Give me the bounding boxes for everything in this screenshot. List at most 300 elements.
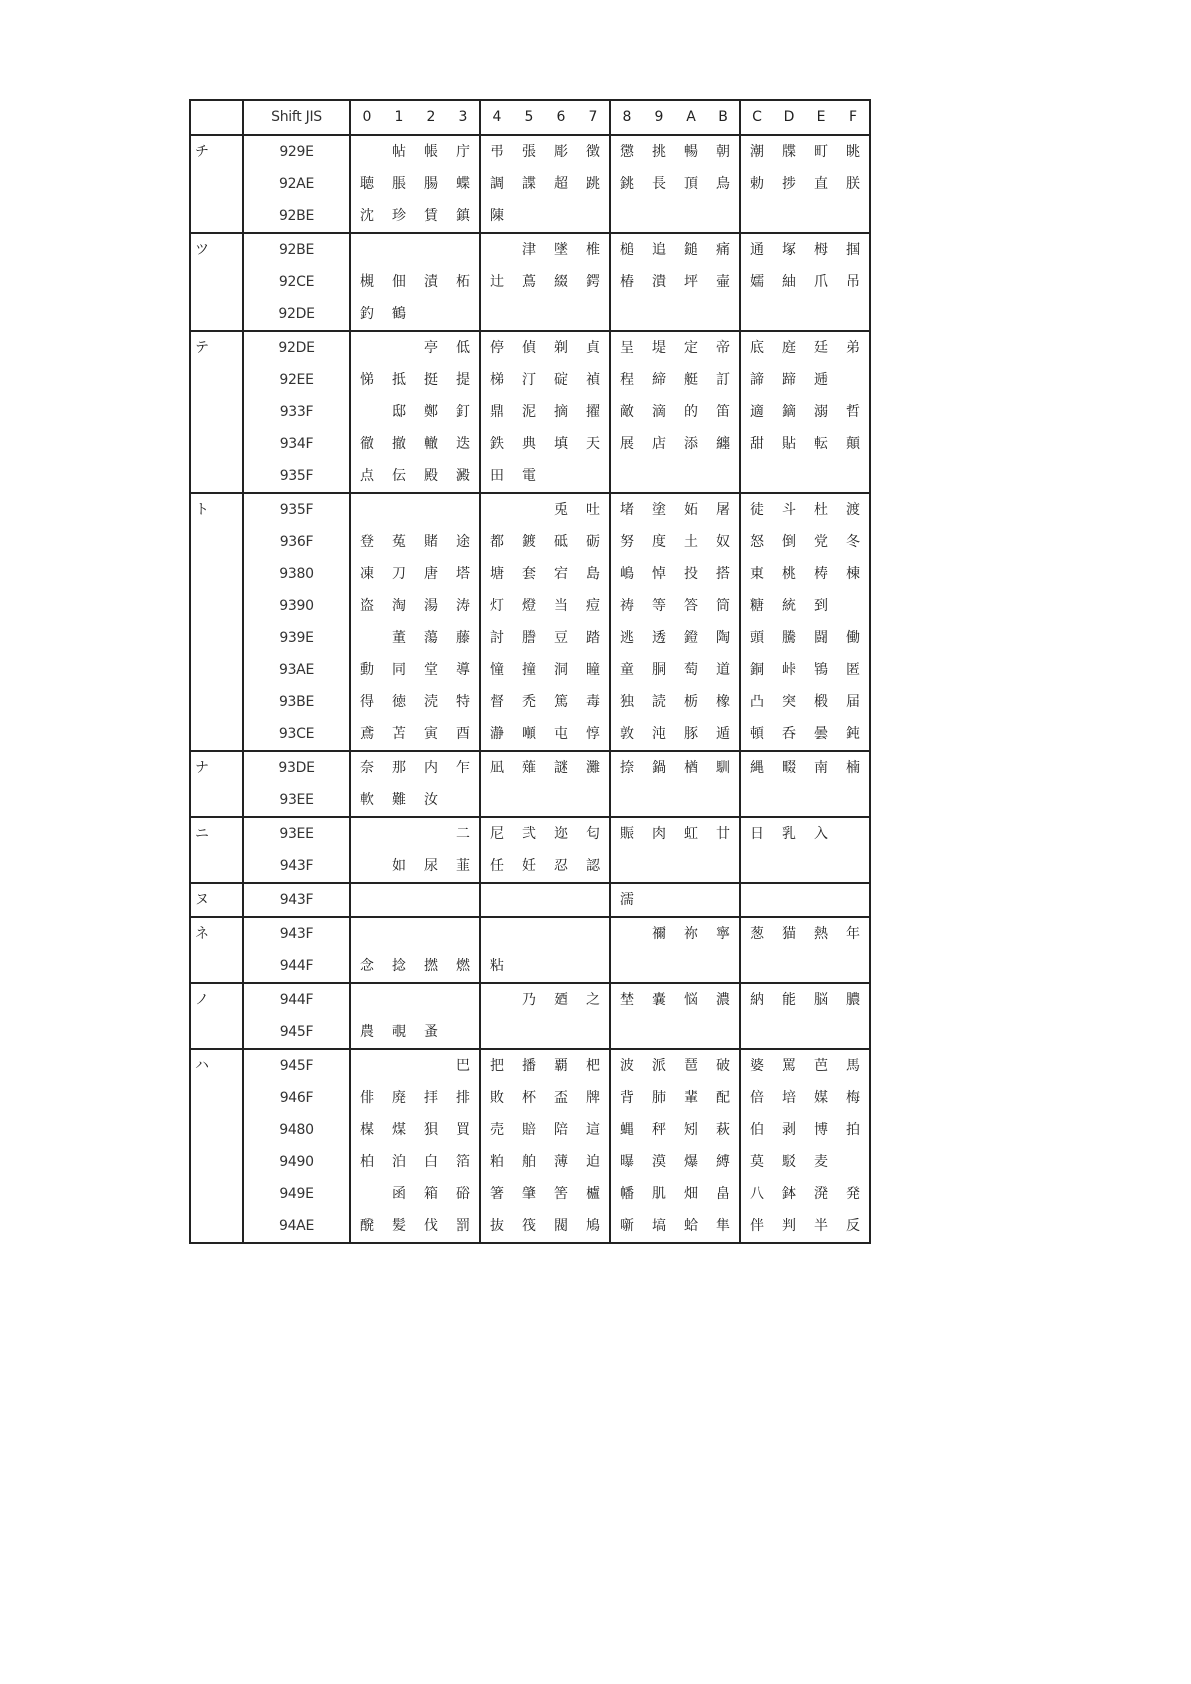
char-cell (545, 883, 577, 917)
column-header: 5 (513, 100, 545, 135)
char-cell: 筏 (522, 1218, 536, 1234)
char-cell (447, 784, 480, 817)
char-cell: 纏 (707, 428, 740, 460)
char-cell: 買 (447, 1114, 480, 1146)
char-cell (773, 883, 805, 917)
char-cell: 薙 (513, 751, 545, 784)
char-cell: 麦 (814, 1154, 828, 1170)
char-cell: 廷 (805, 331, 837, 364)
char-cell: 擢 (577, 396, 610, 428)
kana-group-label: テ (190, 331, 243, 493)
char-cell: 笛 (707, 396, 740, 428)
char-cell: 鍔 (577, 266, 610, 298)
char-cell (577, 460, 610, 493)
char-cell (805, 883, 837, 917)
char-cell: 酉 (447, 718, 480, 751)
kana-group-label: ネ (190, 917, 243, 983)
char-cell: 椿 (620, 274, 634, 290)
char-cell: 蕩 (424, 630, 438, 646)
char-cell: 突 (782, 694, 796, 710)
char-cell: 提 (447, 364, 480, 396)
sjis-code-cell: 949E (243, 1178, 350, 1210)
char-cell: 勅 (750, 176, 764, 192)
sjis-code-cell: 92EE (243, 364, 350, 396)
char-cell: 冬 (846, 534, 860, 550)
char-cell: 煤 (392, 1122, 406, 1138)
char-cell (447, 883, 480, 917)
char-cell: 電 (522, 468, 536, 484)
char-cell: 八 (750, 1186, 764, 1202)
char-cell: 鍋 (643, 751, 675, 784)
char-cell: 弟 (837, 331, 870, 364)
char-cell (837, 784, 870, 817)
char-cell (350, 850, 383, 883)
char-cell: 発 (846, 1186, 860, 1202)
char-cell: 農 (360, 1024, 374, 1040)
char-cell (383, 883, 415, 917)
column-header: 6 (545, 100, 577, 135)
char-cell: 禎 (577, 364, 610, 396)
char-cell (707, 883, 740, 917)
table-row (190, 168, 870, 200)
char-cell (415, 817, 447, 850)
table-row (190, 364, 870, 396)
char-cell: 棟 (846, 566, 860, 582)
char-cell: 猫 (773, 917, 805, 950)
char-cell (707, 298, 740, 331)
kana-group-label: ヌ (190, 883, 243, 917)
char-cell: 眺 (837, 135, 870, 168)
char-cell: 諦 (750, 372, 764, 388)
char-cell: 填 (554, 436, 568, 452)
char-cell: 訂 (707, 364, 740, 396)
header-kana-cell (190, 100, 243, 135)
char-cell: 伯 (750, 1122, 764, 1138)
table-header (190, 100, 870, 135)
char-cell (740, 784, 773, 817)
char-cell: 屠 (707, 493, 740, 526)
char-cell: 剃 (545, 331, 577, 364)
char-cell: 鼎 (490, 404, 504, 420)
char-cell (545, 460, 577, 493)
char-cell: 乍 (447, 751, 480, 784)
char-cell (675, 200, 707, 233)
char-cell: 帳 (415, 135, 447, 168)
table-row (190, 266, 870, 298)
char-cell (447, 298, 480, 331)
char-cell (675, 460, 707, 493)
char-cell: 敦 (620, 726, 634, 742)
char-cell (610, 784, 643, 817)
char-cell: 匂 (577, 817, 610, 850)
char-cell: 当 (554, 598, 568, 614)
char-cell: 徴 (577, 135, 610, 168)
char-cell (383, 493, 415, 526)
char-cell: 尿 (424, 858, 438, 874)
char-cell: 超 (554, 176, 568, 192)
char-cell: 蚤 (424, 1024, 438, 1040)
char-cell: 念 (360, 958, 374, 974)
char-cell: 賭 (424, 534, 438, 550)
char-cell: 抜 (490, 1218, 504, 1234)
char-cell: 粘 (490, 958, 504, 974)
char-cell: 矧 (684, 1122, 698, 1138)
char-cell: 討 (490, 630, 504, 646)
table-row (190, 1049, 870, 1082)
char-cell: 溺 (814, 404, 828, 420)
table-row (190, 200, 870, 233)
char-cell (707, 784, 740, 817)
char-cell: 亭 (415, 331, 447, 364)
sjis-code-cell: 93AE (243, 654, 350, 686)
char-cell: 爪 (814, 274, 828, 290)
char-cell (610, 917, 643, 950)
char-cell: 坪 (684, 274, 698, 290)
sjis-code-cell: 944F (243, 983, 350, 1016)
char-cell: 濡 (610, 883, 643, 917)
char-cell (740, 950, 773, 983)
char-cell: 奴 (707, 526, 740, 558)
kana-group-label: ト (190, 493, 243, 751)
char-cell: 添 (684, 436, 698, 452)
char-cell: 倍 (750, 1090, 764, 1106)
char-cell: 鏑 (782, 404, 796, 420)
char-cell: 埜 (610, 983, 643, 1016)
column-header: 1 (383, 100, 415, 135)
sjis-code-cell: 9490 (243, 1146, 350, 1178)
char-cell: 韮 (447, 850, 480, 883)
char-cell (415, 917, 447, 950)
table-row (190, 331, 870, 364)
sjis-code-cell: 939E (243, 622, 350, 654)
char-cell: 肇 (522, 1186, 536, 1202)
column-header: F (837, 100, 870, 135)
table-row (190, 428, 870, 460)
char-cell: 澱 (447, 460, 480, 493)
char-cell: 嬬 (750, 274, 764, 290)
char-cell: 内 (415, 751, 447, 784)
char-cell: 等 (652, 598, 666, 614)
char-cell (740, 200, 773, 233)
char-cell: 田 (490, 468, 504, 484)
char-cell: 悩 (675, 983, 707, 1016)
char-cell (350, 135, 383, 168)
char-cell: 兎 (545, 493, 577, 526)
char-cell: 同 (392, 662, 406, 678)
char-cell (643, 460, 675, 493)
table-row (190, 1146, 870, 1178)
char-cell: 賃 (424, 208, 438, 224)
char-cell (773, 1016, 805, 1049)
char-cell: 箸 (490, 1186, 504, 1202)
char-cell (415, 883, 447, 917)
char-cell: 長 (652, 176, 666, 192)
char-cell: 祢 (675, 917, 707, 950)
char-cell: 転 (814, 436, 828, 452)
char-cell: 俳 (360, 1090, 374, 1106)
sjis-code-cell: 943F (243, 883, 350, 917)
char-cell (577, 883, 610, 917)
char-cell: 灘 (577, 751, 610, 784)
char-cell: 銅 (750, 662, 764, 678)
sjis-code-cell: 92AE (243, 168, 350, 200)
column-header: E (805, 100, 837, 135)
char-cell: 壷 (707, 266, 740, 298)
char-cell: 塔 (447, 558, 480, 590)
shift-jis-code-table (189, 99, 871, 1244)
sjis-code-cell: 9480 (243, 1114, 350, 1146)
char-cell: 杷 (577, 1049, 610, 1082)
char-cell (480, 493, 513, 526)
char-cell (837, 298, 870, 331)
char-cell: 天 (577, 428, 610, 460)
char-cell (805, 850, 837, 883)
char-cell (513, 950, 545, 983)
char-cell: 瀞 (490, 726, 504, 742)
char-cell (837, 1146, 870, 1178)
char-cell: 滴 (652, 404, 666, 420)
char-cell: 祷 (620, 598, 634, 614)
table-row (190, 558, 870, 590)
char-cell (350, 883, 383, 917)
char-cell (837, 850, 870, 883)
char-cell (610, 950, 643, 983)
char-cell: 搭 (707, 558, 740, 590)
char-cell: 登 (360, 534, 374, 550)
sjis-code-cell: 92BE (243, 200, 350, 233)
char-cell: 粕 (490, 1154, 504, 1170)
char-cell: 拍 (846, 1122, 860, 1138)
char-cell: 哲 (846, 404, 860, 420)
char-cell: 菟 (392, 534, 406, 550)
char-cell: 塙 (652, 1218, 666, 1234)
char-cell: 胴 (652, 662, 666, 678)
char-cell (480, 784, 513, 817)
char-cell: 逓 (814, 372, 828, 388)
table-row (190, 1210, 870, 1243)
char-cell (545, 1016, 577, 1049)
char-cell: 縛 (707, 1146, 740, 1178)
char-cell: 楠 (837, 751, 870, 784)
char-cell (805, 460, 837, 493)
char-cell: 忍 (554, 858, 568, 874)
char-cell: 追 (643, 233, 675, 266)
char-cell: 塚 (773, 233, 805, 266)
char-cell: 砺 (577, 526, 610, 558)
char-cell (740, 1016, 773, 1049)
char-cell: 蛤 (684, 1218, 698, 1234)
char-cell: 廿 (707, 817, 740, 850)
table-row (190, 654, 870, 686)
sjis-code-cell: 935F (243, 460, 350, 493)
char-cell: 津 (513, 233, 545, 266)
char-cell: 噸 (522, 726, 536, 742)
char-cell (740, 883, 773, 917)
char-cell (447, 493, 480, 526)
char-cell (513, 493, 545, 526)
char-cell: 半 (814, 1218, 828, 1234)
char-cell: 毒 (577, 686, 610, 718)
table-row (190, 526, 870, 558)
char-cell: 途 (447, 526, 480, 558)
char-cell (805, 200, 837, 233)
char-cell: 剥 (782, 1122, 796, 1138)
char-cell: 透 (652, 630, 666, 646)
char-cell: 陶 (707, 622, 740, 654)
sjis-code-cell: 92CE (243, 266, 350, 298)
char-cell (480, 233, 513, 266)
char-cell: 到 (814, 598, 828, 614)
char-cell: 撞 (522, 662, 536, 678)
char-cell (383, 983, 415, 1016)
char-cell (513, 298, 545, 331)
char-cell (643, 784, 675, 817)
char-cell (415, 983, 447, 1016)
char-cell: 摘 (554, 404, 568, 420)
char-cell (513, 200, 545, 233)
char-cell: 涛 (447, 590, 480, 622)
char-cell: 萩 (707, 1114, 740, 1146)
table-body (190, 135, 870, 1243)
char-cell: 泥 (522, 404, 536, 420)
char-cell: 狽 (424, 1122, 438, 1138)
sjis-code-cell: 92BE (243, 233, 350, 266)
char-cell: 展 (620, 436, 634, 452)
char-cell: 鄭 (424, 404, 438, 420)
char-cell (675, 298, 707, 331)
char-cell: 楳 (360, 1122, 374, 1138)
column-header: 2 (415, 100, 447, 135)
sjis-code-cell: 93DE (243, 751, 350, 784)
char-cell: 唐 (424, 566, 438, 582)
char-cell: 届 (846, 694, 860, 710)
char-cell: 踏 (577, 622, 610, 654)
char-cell: 任 (490, 858, 504, 874)
char-cell: 盗 (360, 598, 374, 614)
char-cell: 謄 (522, 630, 536, 646)
char-cell: 張 (513, 135, 545, 168)
char-cell: 縄 (740, 751, 773, 784)
char-cell: 爆 (684, 1154, 698, 1170)
char-cell: 燃 (447, 950, 480, 983)
char-cell: 梯 (490, 372, 504, 388)
header-row (190, 100, 870, 135)
char-cell: 箔 (447, 1146, 480, 1178)
char-cell: 謎 (545, 751, 577, 784)
char-cell: 妬 (675, 493, 707, 526)
char-cell: 憧 (490, 662, 504, 678)
char-cell: 直 (814, 176, 828, 192)
table-row (190, 850, 870, 883)
table-row (190, 686, 870, 718)
char-cell: 套 (522, 566, 536, 582)
sjis-code-cell: 93CE (243, 718, 350, 751)
char-cell (707, 1016, 740, 1049)
char-cell: 汝 (424, 792, 438, 808)
column-header: A (675, 100, 707, 135)
char-cell (837, 950, 870, 983)
char-cell: 賑 (610, 817, 643, 850)
char-cell: 統 (782, 598, 796, 614)
char-cell: 鴇 (814, 662, 828, 678)
char-cell (513, 1016, 545, 1049)
sjis-code-cell: 92DE (243, 298, 350, 331)
sjis-code-cell: 936F (243, 526, 350, 558)
char-cell: 牒 (773, 135, 805, 168)
column-header: D (773, 100, 805, 135)
table-row (190, 983, 870, 1016)
char-cell (513, 917, 545, 950)
char-cell: 遁 (707, 718, 740, 751)
char-cell (773, 460, 805, 493)
char-cell: 蝿 (620, 1122, 634, 1138)
char-cell: 捺 (610, 751, 643, 784)
char-cell: 渡 (837, 493, 870, 526)
char-cell (383, 817, 415, 850)
char-cell: 廃 (392, 1090, 406, 1106)
table-row (190, 950, 870, 983)
char-cell: 挺 (424, 372, 438, 388)
char-cell (350, 493, 383, 526)
char-cell (837, 590, 870, 622)
kana-group-label: ナ (190, 751, 243, 817)
char-cell (740, 298, 773, 331)
char-cell: 能 (773, 983, 805, 1016)
char-cell: 馬 (837, 1049, 870, 1082)
char-cell: 徹 (360, 436, 374, 452)
char-cell: 醗 (360, 1218, 374, 1234)
char-cell: 膿 (837, 983, 870, 1016)
char-cell: 迫 (577, 1146, 610, 1178)
char-cell: 悼 (652, 566, 666, 582)
char-cell (350, 1178, 383, 1210)
char-cell: 賠 (522, 1122, 536, 1138)
char-cell: 敵 (620, 404, 634, 420)
char-cell: 聴 (360, 176, 374, 192)
char-cell (837, 460, 870, 493)
char-cell: 乳 (773, 817, 805, 850)
char-cell (805, 784, 837, 817)
char-cell: 朝 (707, 135, 740, 168)
char-cell (577, 1016, 610, 1049)
char-cell (805, 1016, 837, 1049)
sjis-code-cell: 94AE (243, 1210, 350, 1243)
char-cell (447, 983, 480, 1016)
table-row (190, 718, 870, 751)
char-cell: 栃 (684, 694, 698, 710)
char-cell: 背 (620, 1090, 634, 1106)
char-cell: 迩 (545, 817, 577, 850)
char-cell: 筒 (707, 590, 740, 622)
char-cell (740, 460, 773, 493)
sjis-code-cell: 933F (243, 396, 350, 428)
char-cell: 弐 (513, 817, 545, 850)
char-cell (707, 950, 740, 983)
char-cell: 駁 (782, 1154, 796, 1170)
char-cell: 偵 (513, 331, 545, 364)
table-row (190, 1178, 870, 1210)
char-cell: 堤 (643, 331, 675, 364)
table-row (190, 298, 870, 331)
char-cell: 定 (675, 331, 707, 364)
char-cell: 轍 (424, 436, 438, 452)
char-cell (480, 917, 513, 950)
char-cell: 売 (490, 1122, 504, 1138)
char-cell: 苫 (392, 726, 406, 742)
char-cell: 寅 (424, 726, 438, 742)
char-cell: 蔦 (522, 274, 536, 290)
sjis-code-cell: 93EE (243, 817, 350, 850)
